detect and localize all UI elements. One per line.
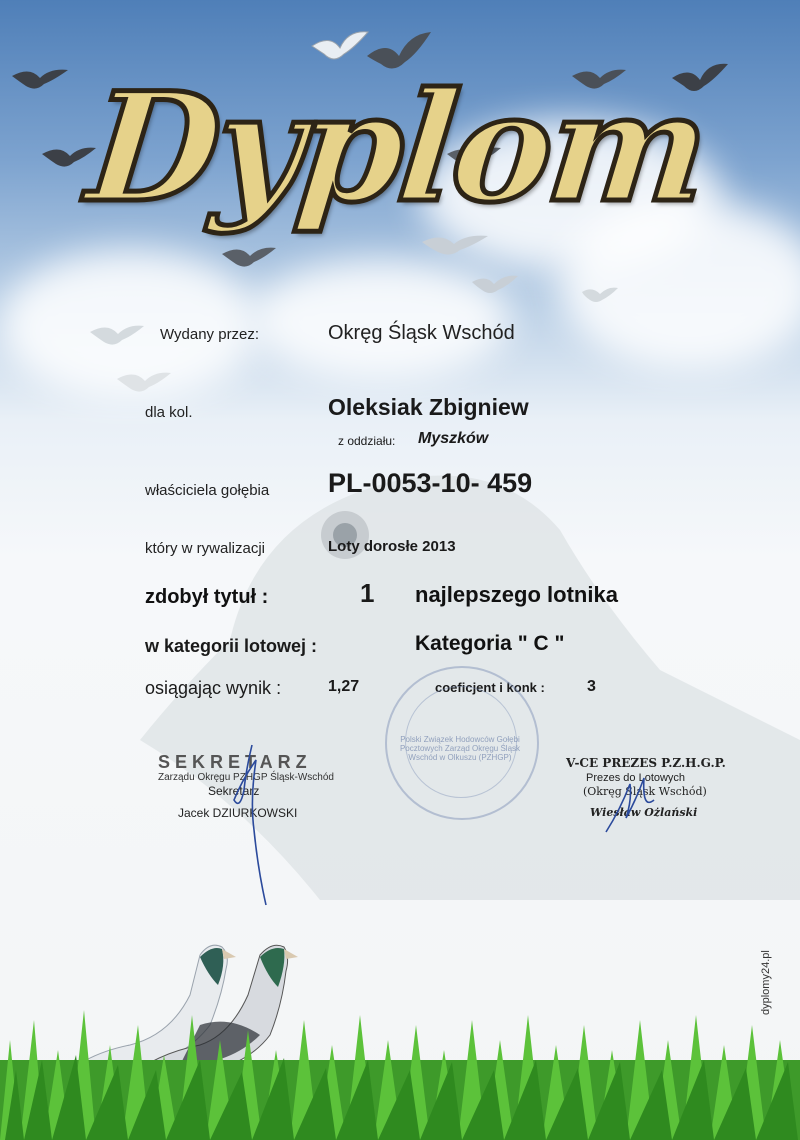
stamp-text: Polski Związek Hodowców Gołębi Pocztowych Zarząd Okręgu Śląsk Wschód w Olkuszu (PZHGP)	[399, 735, 521, 762]
recipient-label: dla kol.	[145, 404, 193, 421]
flying-pigeon-icon	[115, 365, 175, 405]
publisher-mark: dyplomy24.pl	[760, 950, 772, 1015]
flying-pigeon-icon	[220, 240, 278, 280]
category-value: Kategoria " C "	[415, 632, 565, 655]
branch-value: Myszków	[418, 430, 489, 447]
issued-label: Wydany przez:	[160, 326, 260, 343]
vice-heading: V-CE PREZES P.Z.H.G.P.	[566, 756, 726, 770]
vice-line1: Prezes do Lotowych	[586, 772, 686, 784]
secretary-signature	[222, 740, 282, 910]
recipient-name: Oleksiak Zbigniew	[328, 394, 529, 420]
coefficient-label: coeficjent i konk :	[435, 680, 545, 695]
flying-pigeon-icon	[580, 282, 620, 312]
grass-border	[0, 1000, 800, 1140]
competition-value: Loty dorosłe 2013	[328, 538, 456, 555]
coefficient-value: 3	[587, 678, 596, 695]
title-won-label: zdobył tytuł :	[145, 586, 269, 608]
flying-pigeon-icon	[88, 318, 148, 358]
vice-signature	[600, 770, 660, 840]
title-won-place: 1	[360, 578, 375, 608]
branch-label: z oddziału:	[338, 434, 396, 448]
title-won-text: najlepszego lotnika	[415, 582, 618, 607]
secretary-role: Sekretarz	[208, 784, 260, 798]
secretary-org: Zarządu Okręgu PZHGP Śląsk-Wschód	[158, 772, 334, 783]
secretary-heading: SEKRETARZ	[158, 752, 312, 772]
flying-pigeon-icon	[10, 62, 70, 102]
flying-pigeon-icon	[470, 270, 520, 304]
pigeon-ring-number: PL-0053-10- 459	[328, 468, 533, 498]
secretary-name: Jacek DZIURKOWSKI	[178, 806, 298, 820]
category-label: w kategorii lotowej :	[145, 636, 318, 656]
vice-name: Wiesław Ożlański	[590, 806, 698, 819]
result-value: 1,27	[328, 678, 360, 695]
competition-label: który w rywalizacji	[145, 540, 266, 557]
diploma-title: Dyplom	[80, 60, 714, 236]
result-label: osiągając wynik :	[145, 678, 282, 698]
vice-line2: (Okręg Śląsk Wschód)	[583, 785, 707, 798]
issued-value: Okręg Śląsk Wschód	[328, 322, 515, 344]
pigeon-label: właściciela gołębia	[145, 482, 270, 499]
